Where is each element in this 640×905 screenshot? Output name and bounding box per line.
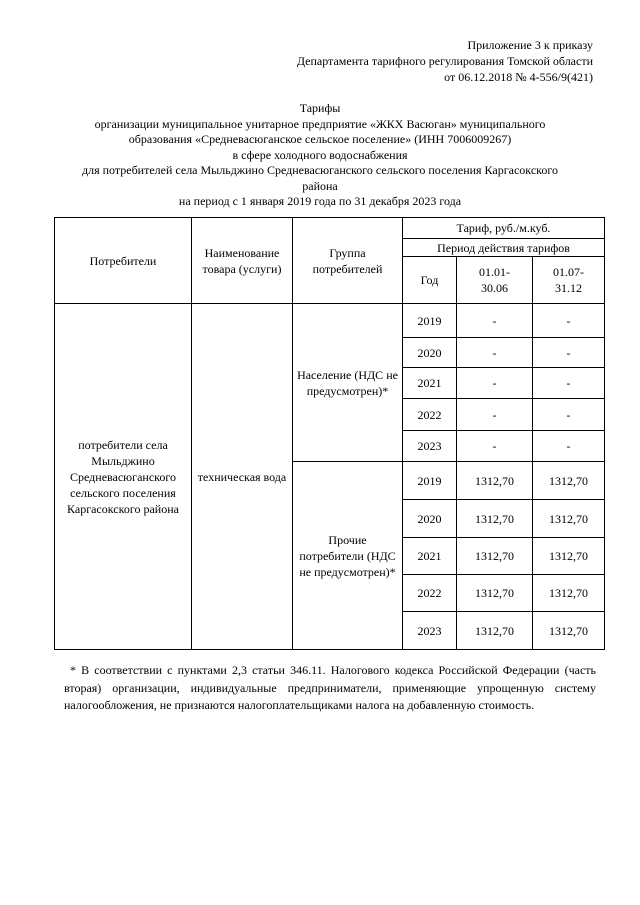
order-date-line: от 06.12.2018 № 4-556/9(421): [444, 70, 593, 84]
tariff-h2-cell: -: [533, 368, 605, 399]
tariff-h1-cell: 1312,70: [457, 575, 533, 612]
year-cell: 2020: [403, 500, 457, 538]
department-line: Департамента тарифного регулирования Томской области: [296, 54, 593, 68]
order-reference: [297, 37, 593, 85]
year-cell: 2020: [403, 338, 457, 368]
header-year: Год: [403, 257, 457, 304]
tariff-h2-cell: -: [533, 399, 605, 431]
header-tariff: Тариф, руб./м.куб.: [403, 218, 605, 239]
tariff-h1-cell: -: [457, 368, 533, 399]
tariff-h1-cell: -: [457, 338, 533, 368]
group-population: Население (НДС не предусмотрен)*: [293, 304, 403, 462]
tariff-h2-cell: -: [533, 431, 605, 462]
tariff-h1-cell: 1312,70: [457, 612, 533, 650]
tariff-h2-cell: 1312,70: [533, 538, 605, 575]
organization-line-2: образования «Средневасюганское сельское поселение» (ИНН 7006009267): [128, 132, 512, 146]
year-cell: 2021: [403, 538, 457, 575]
year-cell: 2022: [403, 575, 457, 612]
consumers-line-2: района: [302, 178, 338, 193]
vat-footnote: * В соответствии с пунктами 2,3 статьи 346.11. Налогового кодекса Российской Федерации (часть вторая) организации, индивидуальные предприниматели, применяющие упрощенную систему налогообложения, не признаются налогоплательщиками налога на добавленную стоимость.: [64, 663, 596, 712]
tariff-h2-cell: 1312,70: [533, 500, 605, 538]
tariff-h1-cell: 1312,70: [457, 500, 533, 538]
header-half-2: 01.07- 31.12: [533, 257, 605, 304]
tariff-h2-cell: -: [533, 304, 605, 338]
tariff-h1-cell: 1312,70: [457, 462, 533, 500]
sphere-line: в сфере холодного водоснабжения: [232, 147, 408, 162]
document-title: [50, 101, 590, 210]
year-cell: 2023: [403, 431, 457, 462]
tariff-h2-cell: -: [533, 338, 605, 368]
year-cell: 2019: [403, 462, 457, 500]
appendix-line: Приложение 3 к приказу: [467, 38, 593, 52]
tariff-h1-cell: -: [457, 399, 533, 431]
tariff-table: [54, 217, 605, 650]
consumers-line-1: для потребителей села Мыльджино Средневасюганского сельского поселения Каргасокского: [81, 163, 559, 177]
group-others: Прочие потребители (НДС не предусмотрен)*: [293, 462, 403, 650]
year-cell: 2019: [403, 304, 457, 338]
header-period: Период действия тарифов: [403, 239, 605, 257]
tariff-h2-cell: 1312,70: [533, 575, 605, 612]
header-consumers: Потребители: [55, 218, 192, 304]
tariff-h1-cell: 1312,70: [457, 538, 533, 575]
period-line: на период с 1 января 2019 года по 31 декабря 2023 года: [178, 194, 462, 208]
tariff-h2-cell: 1312,70: [533, 612, 605, 650]
header-group: Группа потребителей: [293, 218, 403, 304]
header-product: Наименование товара (услуги): [192, 218, 293, 304]
title-word: Тарифы: [299, 101, 341, 115]
consumer-cell: потребители села Мыльджино Средневасюганского сельского поселения Каргасокского района: [55, 304, 192, 650]
product-cell: техническая вода: [192, 304, 293, 650]
header-half-1: 01.01- 30.06: [457, 257, 533, 304]
year-cell: 2023: [403, 612, 457, 650]
tariff-h1-cell: -: [457, 304, 533, 338]
organization-line-1: организации муниципальное унитарное предприятие «ЖКХ Васюган» муниципального: [94, 116, 546, 131]
tariff-h2-cell: 1312,70: [533, 462, 605, 500]
year-cell: 2022: [403, 399, 457, 431]
tariff-h1-cell: -: [457, 431, 533, 462]
year-cell: 2021: [403, 368, 457, 399]
